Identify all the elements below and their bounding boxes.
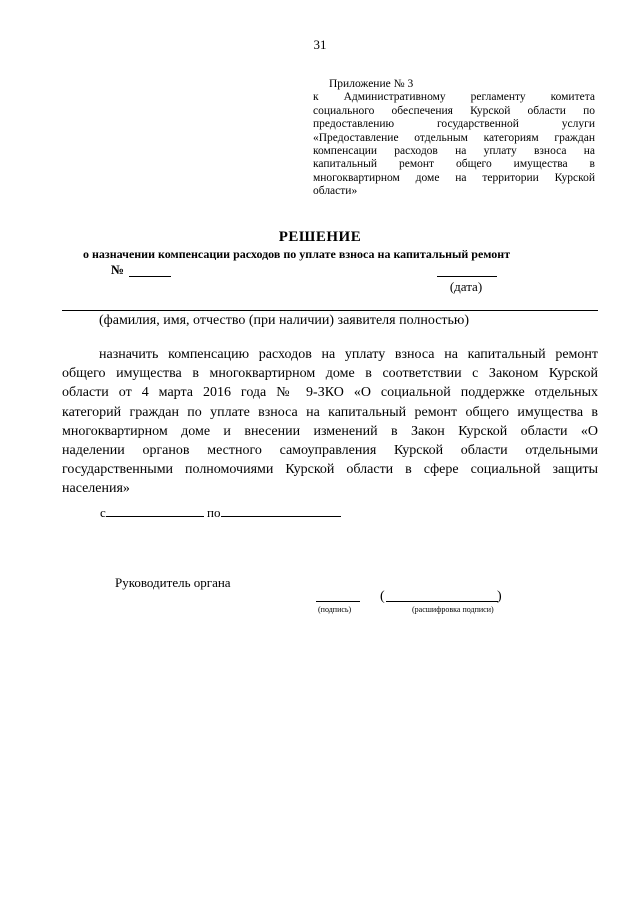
annex-line: социального обеспечения Курской области по xyxy=(313,104,595,117)
decision-body xyxy=(62,345,598,499)
applicant-field-line xyxy=(62,310,598,311)
document-title: РЕШЕНИЕ xyxy=(278,229,362,245)
signature-line xyxy=(316,601,360,602)
body-line: общего имущества в многоквартирном доме в соответствии с Законом Курской xyxy=(62,366,598,382)
period-to-label: по xyxy=(207,505,221,520)
period-from-label: с xyxy=(100,505,106,520)
body-line: многоквартирном доме и внесении изменений в Закон Курской области «О xyxy=(62,423,598,439)
signature-decode-line xyxy=(386,601,498,602)
number-label: № xyxy=(111,262,125,277)
annex-line: компенсации расходов на уплату взноса на xyxy=(313,145,595,158)
page-number: 31 xyxy=(313,37,327,52)
body-line: наделении органов местного самоуправления Курской области отдельными xyxy=(62,443,598,459)
number-field-line xyxy=(129,276,171,277)
period-from-line xyxy=(106,504,204,517)
head-of-body-label: Руководитель органа xyxy=(115,575,231,590)
signature-decode-caption: (расшифровка подписи) xyxy=(412,605,494,614)
applicant-caption: (фамилия, имя, отчество (при наличии) заявителя полностью) xyxy=(99,313,470,328)
annex-title: Приложение № 3 xyxy=(329,78,414,90)
date-field-line xyxy=(437,276,497,277)
body-line: назначить компенсацию расходов на уплату взноса на капитальный ремонт xyxy=(99,347,598,362)
period-to-line xyxy=(221,504,341,517)
body-line: государственными полномочиями Курской области в сфере социальной защиты xyxy=(62,462,598,478)
annex-line: «Предоставление отдельным категориям граждан xyxy=(313,131,595,144)
document-subtitle: о назначении компенсации расходов по уплате взноса на капитальный ремонт xyxy=(83,247,511,261)
body-line: категорий граждан по уплате взноса на капитальный ремонт общего имущества в xyxy=(62,404,598,420)
open-parenthesis: ( xyxy=(380,589,385,604)
period-row xyxy=(100,504,341,521)
annex-line: к Административному регламенту комитета xyxy=(313,91,595,104)
annex-line: многоквартирном доме на территории Курской xyxy=(313,171,595,184)
signature-caption: (подпись) xyxy=(318,605,352,614)
annex-line: предоставлению государственной услуги xyxy=(313,118,595,131)
body-line: населения» xyxy=(62,481,130,497)
annex-line: области» xyxy=(313,185,358,198)
close-parenthesis: ) xyxy=(497,589,502,604)
date-caption: (дата) xyxy=(449,279,483,294)
annex-line: капитальный ремонт общего имущества в xyxy=(313,158,595,171)
body-line: области от 4 марта 2016 года № 9-ЗКО «О социальной поддержке отдельных xyxy=(62,385,598,401)
annex-block xyxy=(313,78,595,199)
